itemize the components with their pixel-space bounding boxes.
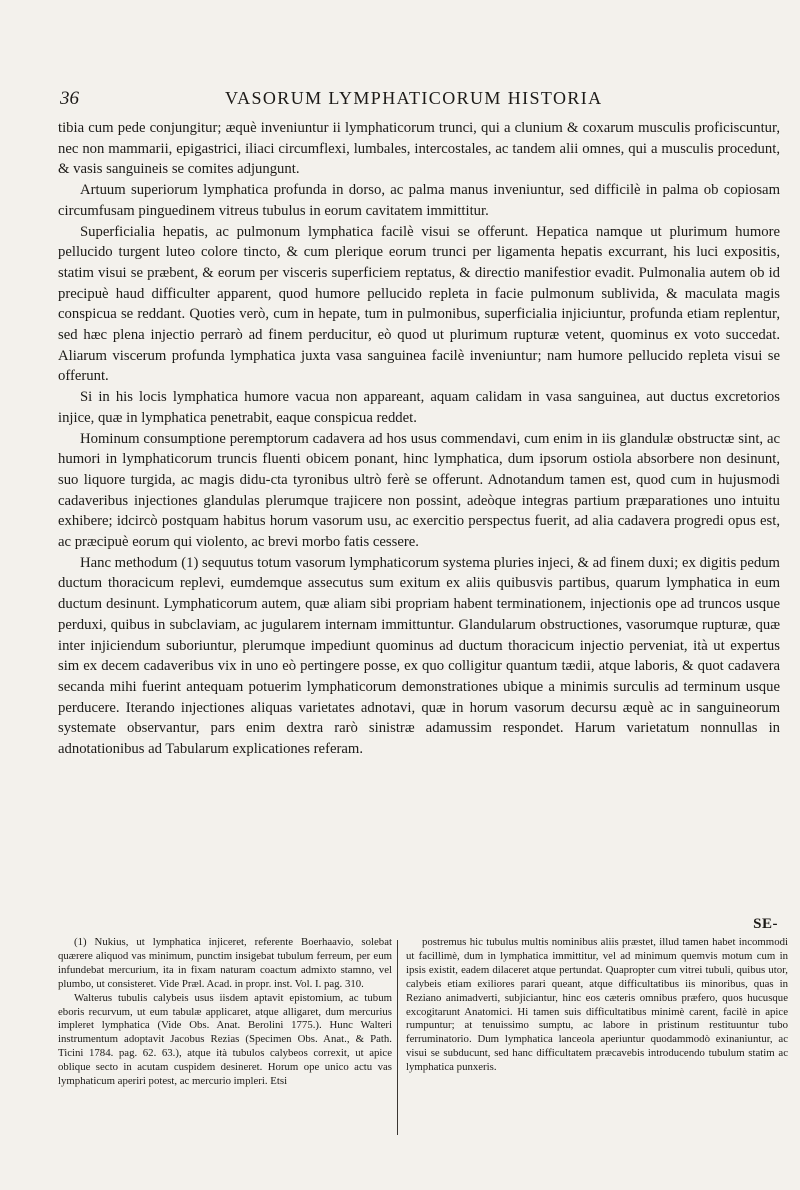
paragraph: Superficialia hepatis, ac pulmonum lymphatica facilè visui se offerunt. Hepatica namque ut plurimum humore pellucido turgent luteo colore tincto, & cum plerique eorum trunci per ligamenta hepatis excurrant, his luci expositis, statim visui se præbent, & eorum per visceris superficiem reptatus, & directio manifestior evadit. Pulmonalia autem ob id precipuè haud difficulter apparent, quod humore pellucido repleta in facie pulmonum sublivida, & maculata magis conspicua se reddant. Quoties verò, cum in hepate, tum in pulmonibus, superficialia injiciuntur, profunda etiam replentur, sed hæc plena injectio perrarò ad finem perducitur, eò quod ut plurimum rupturæ vetent, quominus ex voto succedat. Aliarum viscerum profunda lymphatica juxta vasa sanguinea facilè inveniuntur; nam humore pellucido repleta visui se offerunt.: [58, 223, 780, 385]
paragraph: Si in his locis lymphatica humore vacua non appareant, aquam calidam in vasa sanguinea, aut ductus excretorios injice, quæ in lymphatica penetrabit, eaque conspicua reddet.: [58, 389, 780, 426]
paragraph: Hanc methodum (1) sequutus totum vasorum lymphaticorum systema pluries injeci, & ad finem duxi; ex digitis pedum ductum thoracicum replevi, eumdemque assecutus sum exitum ex aliis quibusvis partibus, quarum lymphatica in eum ductum desinunt. Lymphaticorum autem, quæ aliam sibi propriam habent terminationem, injectionis ope ad truncos usque perduxi, quibus in subclaviam, ac jugularem internam immittuntur. Glandularum obstructiones, vasorumque rupturæ, quæ inter injiciendum suboriuntur, plerumque impediunt quominus ad ductum thoracicum injectio perveniat, ità ut expertus sim ex decem cadaveribus vix in uno eò pertingere posse, ex quo colligitur quantum tædii, atque laboris, & quot cadavera secanda mihi fuerint antequam potuerim lymphaticorum demonstrationes ubique a minimis surculis ad terminum usque perducere. Iterando injectiones aliquas varietates adnotavi, quæ in horum vasorum decursu æquè ac in sanguineorum systemate observantur, pars enim dextra rarò sinistræ adamussim respondet. Harum varietatum nonnullas in adnotationibus ad Tabularum explicationes referam.: [58, 554, 780, 758]
running-title: VASORUM LYMPHATICORUM HISTORIA: [225, 88, 603, 108]
footnote-paragraph: postremus hic tubulus multis nominibus aliis præstet, illud tamen habet incommodi ut facillimè, dum in lymphatica immittitur, vel ad minimum quemvis motum cum in ipsis existit, eadem dilaceret atque pertundat. Quapropter cum vitrei tubuli, quibus utor, calybeis etiam exiliores parari queant, atque difficultatibus iis minoribus, quas in Reziano animadverti, subjiciantur, hinc eos cæteris omnibus præfero, quos hucusque excogitarunt Anatomici. Hi tamen suis difficultatibus minimè carent, facilè in apice rumpuntur; at tenuissimo sumptu, ac labore in pristinum restituuntur tubo ferruminatorio. Dum lymphatica lanceola aperiuntur quodammodò exinaniuntur, ac visui se subducunt, sed hanc difficultatem præcavebis introducendo tubulum statim ac lymphatica punxeris.: [406, 936, 788, 1074]
footnote-paragraph: (1) Nukius, ut lymphatica injiceret, referente Boerhaavio, solebat quærere aliquod vas minimum, punctim insigebat tubulum ferreum, per eum infundebat mercurium, ita in fixam naturam coactum admixto stamno, vel plumbo, ut consisteret. Vide Præl. Acad. in propr. inst. Vol. I. pag. 310.: [58, 936, 392, 990]
footnote-paragraph: Walterus tubulis calybeis usus iisdem aptavit epistomium, ac tubum eboris recurvum, ut eum tabulæ applicaret, atque alligaret, dum mercurius impleret lymphatica (Vide Obs. Anat. Berolini 1775.). Hunc Walteri instrumentum adoptavit Jacobus Rezias (Specimen Obs. Anat., & Path. Ticini 1784. pag. 62. 63.), atque ità tubulos calybeos correxit, ut apice oblique secto in acutam cuspidem desineret. Horum ope unico actu vas lymphaticum aperiri potest, ac mercurio impleri. Etsi: [58, 991, 392, 1088]
page-number: 36: [60, 88, 79, 109]
footnotes: [58, 936, 788, 1136]
paragraph: Hominum consumptione peremptorum cadavera ad hos usus commendavi, cum enim in iis glandulæ obstructæ sint, ac humori in lymphaticorum truncis fluenti obicem ponant, hinc lymphatica, dum ipsorum ostiola absorbere non desinunt, suo liquore turgida, ac magis didu-cta tyronibus ultrò ferè se offerunt. Adnotandum tamen est, quod cum in hujusmodi cadaveribus injectiones glandulas plerumque trajicere non possint, adeòque integras partium præparationes uno intuitu exhibere; idcircò postquam habitus horum vasorum usu, ac exercitio perspectus fuerit, ad alia cadavera progredi opus est, ac præcipuè eorum qui violento, ac brevi morbo fatis cessere.: [58, 430, 780, 551]
footnote-column-right: [406, 936, 788, 1075]
column-divider: [397, 940, 398, 1135]
page-header: [60, 88, 780, 114]
catchword: SE-: [753, 916, 778, 932]
paragraph: Artuum superiorum lymphatica profunda in dorso, ac palma manus inveniuntur, sed difficilè in palma ob copiosam circumfusam pinguedinem vitreus tubulus in eorum cavitatem immittitur.: [58, 182, 780, 219]
footnote-column-left: [58, 936, 392, 1089]
main-text: [58, 118, 780, 760]
paragraph: tibia cum pede conjungitur; æquè inveniuntur ii lymphaticorum trunci, qui a clunium & coxarum musculis proficiscuntur, nec non mammarii, epigastrici, iliaci circumflexi, lumbales, intercostales, ac tandem alii omnes, qui a musculis procedunt, & vasis sanguineis se comites adjungunt.: [58, 120, 780, 178]
